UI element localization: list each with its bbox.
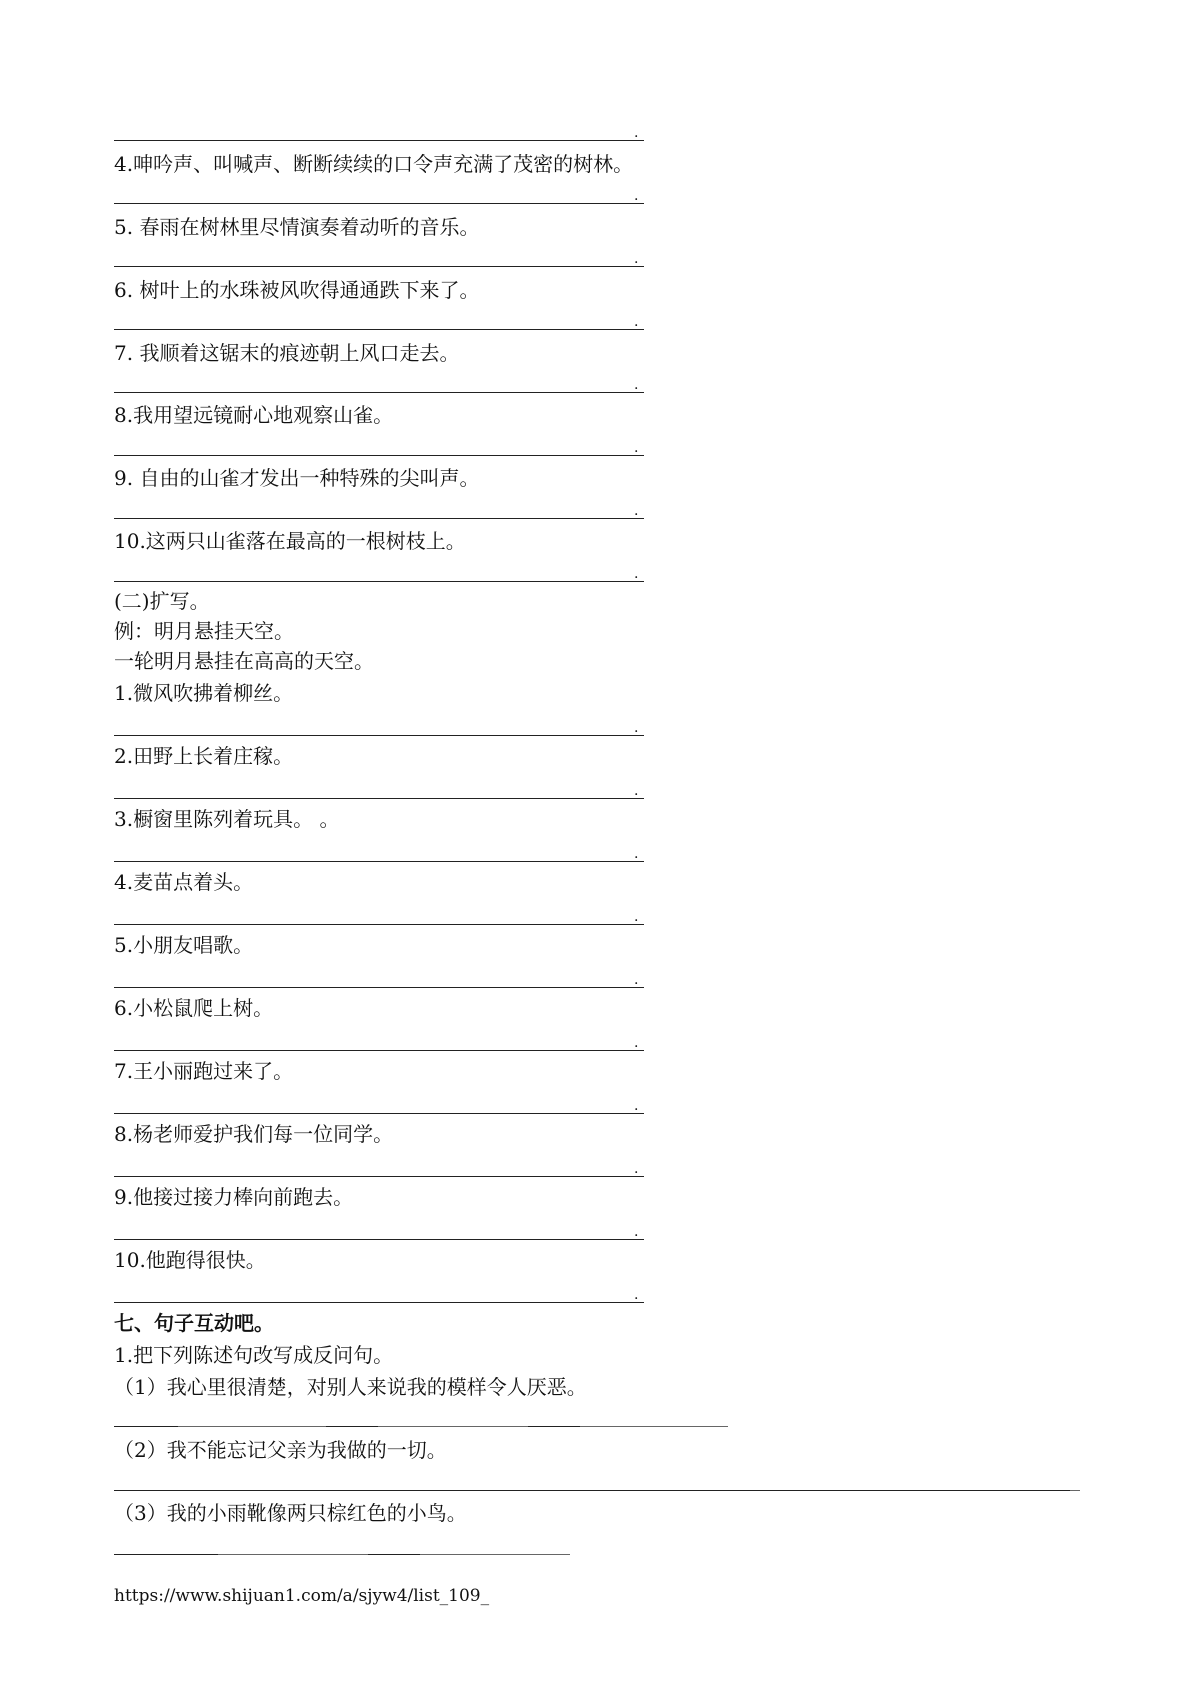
- line-end-period: .: [634, 1098, 639, 1114]
- line-end-period: .: [634, 1035, 639, 1051]
- answer-line[interactable]: [114, 518, 644, 519]
- answer-line[interactable]: [114, 924, 644, 925]
- section2-item-7: 7.王小丽跑过来了。: [114, 1059, 294, 1083]
- example-label: 例：明月悬挂天空。: [114, 619, 294, 643]
- line-end-period: .: [634, 909, 639, 925]
- answer-line[interactable]: [114, 1176, 644, 1177]
- line-end-period: .: [634, 1287, 639, 1303]
- answer-line[interactable]: [114, 1050, 644, 1051]
- section1-item-6: 6. 树叶上的水珠被风吹得通通跌下来了。: [114, 278, 480, 302]
- section2-item-4: 4.麦苗点着头。: [114, 870, 254, 894]
- line-end-period: .: [634, 314, 639, 330]
- section7-heading: 七、句子互动吧。: [114, 1311, 274, 1335]
- line-end-period: .: [634, 125, 639, 141]
- answer-line[interactable]: [114, 987, 644, 988]
- line-end-period: .: [634, 377, 639, 393]
- section2-item-8: 8.杨老师爱护我们每一位同学。: [114, 1122, 394, 1146]
- section1-item-7: 7. 我顺着这锯末的痕迹朝上风口走去。: [114, 341, 460, 365]
- section1-item-8: 8.我用望远镜耐心地观察山雀。: [114, 403, 394, 427]
- line-end-period: .: [634, 188, 639, 204]
- line-end-period: .: [634, 846, 639, 862]
- section2-item-5: 5.小朋友唱歌。: [114, 933, 254, 957]
- line-end-period: .: [634, 720, 639, 736]
- answer-line[interactable]: [114, 581, 644, 582]
- section2-item-1: 1.微风吹拂着柳丝。: [114, 681, 294, 705]
- line-end-period: .: [634, 440, 639, 456]
- line-end-period: .: [634, 566, 639, 582]
- section2-item-3: 3.橱窗里陈列着玩具。 。: [114, 807, 340, 831]
- line-end-period: .: [634, 251, 639, 267]
- line-end-period: .: [634, 783, 639, 799]
- example-answer: 一轮明月悬挂在高高的天空。: [114, 649, 374, 673]
- line-end-period: .: [634, 1161, 639, 1177]
- footer-url: https://www.shijuan1.com/a/sjyw4/list_109_: [114, 1586, 490, 1606]
- section1-item-10: 10.这两只山雀落在最高的一根树枝上。: [114, 529, 466, 553]
- section1-item-9: 9. 自由的山雀才发出一种特殊的尖叫声。: [114, 466, 480, 490]
- section7-item-3: （3）我的小雨靴像两只棕红色的小鸟。: [114, 1501, 467, 1525]
- section7-item-2: （2）我不能忘记父亲为我做的一切。: [114, 1438, 447, 1462]
- section1-item-5: 5. 春雨在树林里尽情演奏着动听的音乐。: [114, 215, 480, 239]
- line-end-period: .: [634, 1224, 639, 1240]
- section2-item-9: 9.他接过接力棒向前跑去。: [114, 1185, 354, 1209]
- section7-instruction: 1.把下列陈述句改写成反问句。: [114, 1343, 394, 1367]
- answer-line[interactable]: [114, 203, 644, 204]
- answer-line[interactable]: [114, 1302, 644, 1303]
- answer-line[interactable]: [114, 455, 644, 456]
- answer-line[interactable]: [114, 735, 644, 736]
- section7-item-1: （1）我心里很清楚，对别人来说我的模样令人厌恶。: [114, 1375, 587, 1399]
- line-end-period: .: [634, 972, 639, 988]
- section2-item-2: 2.田野上长着庄稼。: [114, 744, 294, 768]
- answer-line[interactable]: [114, 1239, 644, 1240]
- answer-line[interactable]: [114, 392, 644, 393]
- answer-line[interactable]: [114, 266, 644, 267]
- section2-item-10: 10.他跑得很快。: [114, 1248, 266, 1272]
- answer-line[interactable]: [114, 329, 644, 330]
- answer-line[interactable]: [114, 798, 644, 799]
- answer-line[interactable]: [114, 140, 644, 141]
- section1-item-4: 4.呻吟声、叫喊声、断断续续的口令声充满了茂密的树林。: [114, 152, 634, 176]
- answer-line[interactable]: [114, 861, 644, 862]
- section2-item-6: 6.小松鼠爬上树。: [114, 996, 274, 1020]
- answer-line[interactable]: [114, 1113, 644, 1114]
- line-end-period: .: [634, 503, 639, 519]
- section2-heading: (二)扩写。: [114, 589, 210, 613]
